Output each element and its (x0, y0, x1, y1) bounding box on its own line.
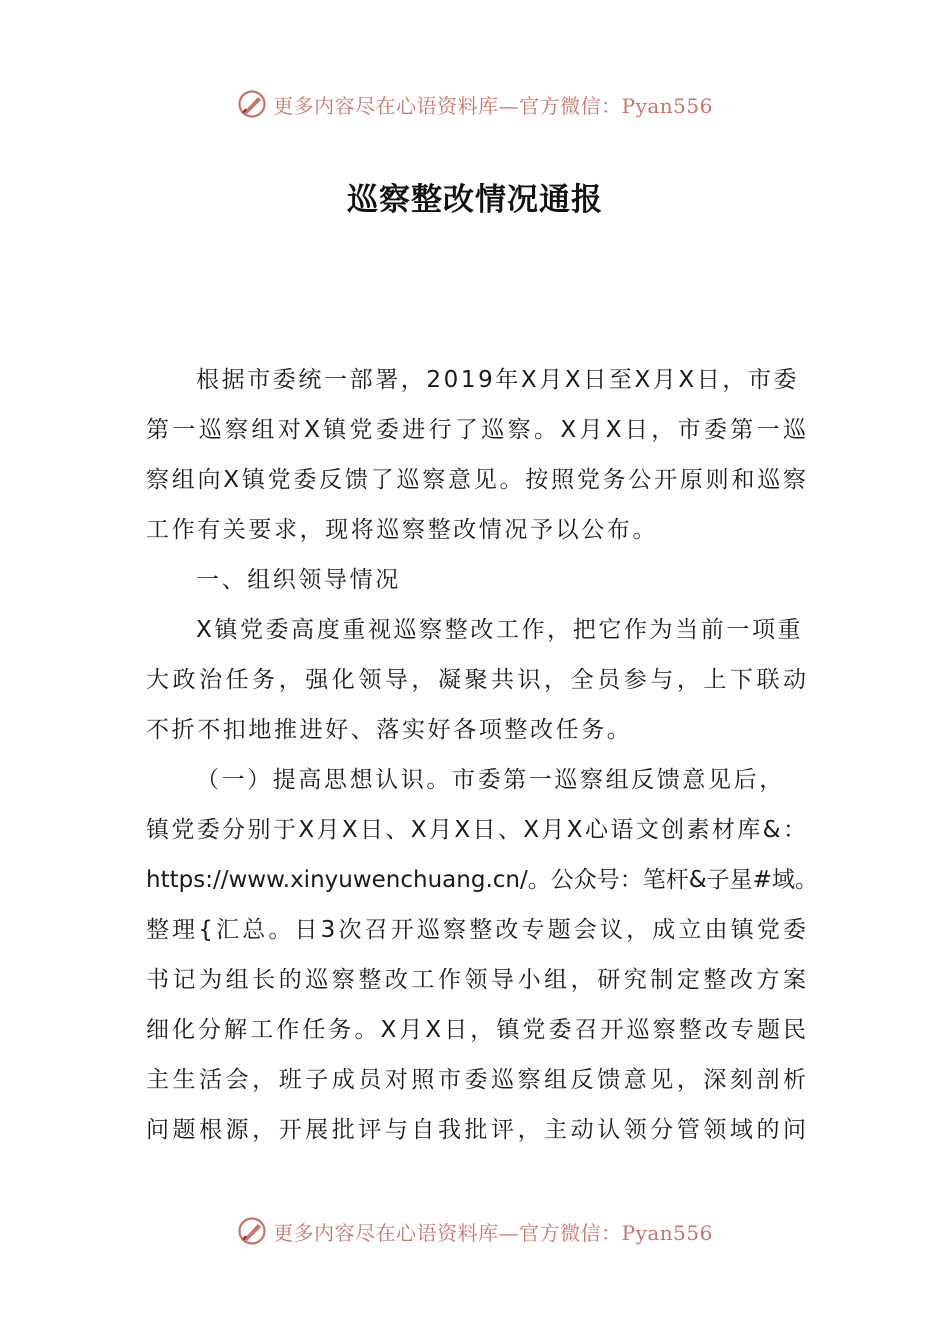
section-heading: 一、组织领导情况 (196, 567, 401, 593)
body-line: 根据市委统一部署，2019年X月X日至X月X日，市委 (196, 367, 800, 393)
body-line: https://www.xinyuwenchuang.cn/。公众号：笔杆&子星#域。 (146, 867, 818, 893)
quill-logo-icon (237, 89, 267, 119)
header-watermark (0, 84, 950, 124)
quill-logo-icon (237, 1216, 267, 1246)
body-line: 察组向X镇党委反馈了巡察意见。按照党务公开原则和巡察 (146, 467, 806, 493)
body-line: 书记为组长的巡察整改工作领导小组，研究制定整改方案 (146, 967, 806, 993)
watermark-text: 更多内容尽在心语资料库—官方微信：Pyan556 (273, 1220, 713, 1245)
subsection-heading: （一）提高思想认识。市委第一巡察组反馈意见后， (196, 767, 785, 793)
body-line: 大政治任务，强化领导，凝聚共识，全员参与，上下联动 (146, 667, 806, 693)
body-line: 问题根源，开展批评与自我批评，主动认领分管领域的问 (146, 1117, 806, 1143)
document-title: 巡察整改情况通报 (347, 182, 603, 218)
footer-watermark (0, 1211, 950, 1251)
body-line: 镇党委分别于X月X日、X月X日、X月X心语文创素材库&： (146, 817, 806, 843)
document-body (146, 355, 818, 1155)
body-line: X镇党委高度重视巡察整改工作，把它作为当前一项重 (196, 617, 804, 643)
body-line: 工作有关要求，现将巡察整改情况予以公布。 (146, 517, 658, 543)
body-line: 第一巡察组对X镇党委进行了巡察。X月X日，市委第一巡 (146, 417, 806, 443)
body-line: 整理{汇总。日3次召开巡察整改专题会议，成立由镇党委 (146, 917, 806, 943)
watermark-text: 更多内容尽在心语资料库—官方微信：Pyan556 (273, 93, 713, 118)
body-line: 不折不扣地推进好、落实好各项整改任务。 (146, 717, 633, 743)
body-line: 细化分解工作任务。X月X日，镇党委召开巡察整改专题民 (146, 1017, 806, 1043)
body-line: 主生活会，班子成员对照市委巡察组反馈意见，深刻剖析 (146, 1067, 806, 1093)
